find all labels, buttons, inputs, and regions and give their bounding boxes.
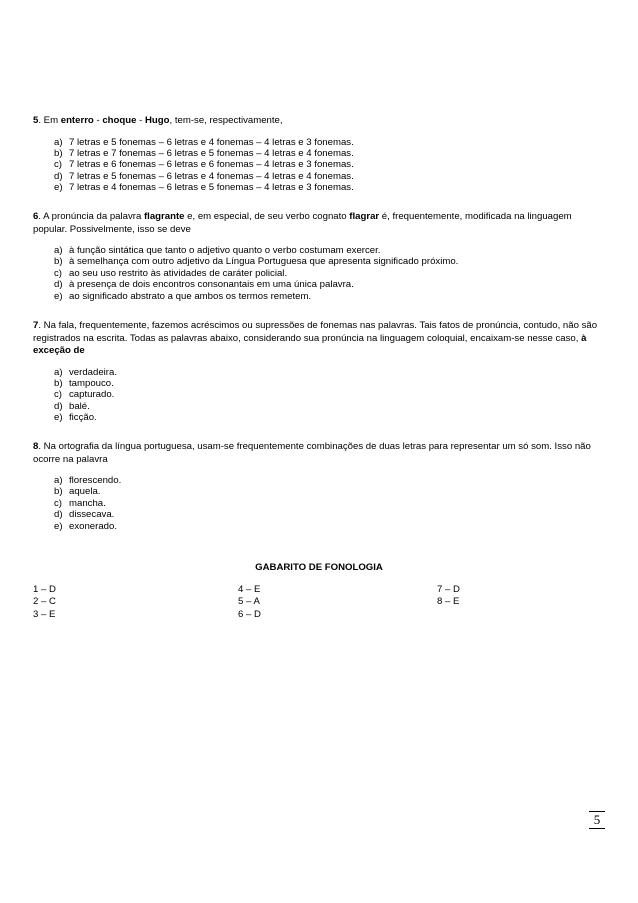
option-e [33,291,608,302]
option-d [33,171,608,182]
stem-keyword: Hugo [144,115,170,126]
option-text: 7 letras e 5 fonemas – 6 letras e 4 fonemas – 4 letras e 3 fonemas. [69,136,354,148]
option-letter: b) [54,147,63,159]
option-text: 7 letras e 5 fonemas – 6 letras e 4 fonemas – 4 letras e 4 fonemas. [69,170,354,182]
option-letter: c) [54,497,62,509]
question-number: 6 [33,211,39,222]
option-text: ao seu uso restrito às atividades de caráter policial. [69,267,288,279]
option-a [33,367,608,378]
option-letter: d) [54,509,63,521]
answer-key-entry: 5 – A [238,596,260,608]
stem-text: , tem-se, respectivamente, [169,115,283,126]
option-letter: e) [54,182,63,194]
option-text: exonerado. [69,520,118,532]
stem-text: - [136,115,145,126]
stem-keyword: choque [102,115,137,126]
option-c [33,159,608,170]
option-text: mancha. [69,497,106,509]
option-letter: e) [54,412,63,424]
option-c [33,498,608,509]
option-letter: a) [54,475,63,486]
option-text: à função sintática que tanto o adjetivo quanto o verbo costumam exercer. [69,245,381,256]
question-number: 8 [33,441,39,452]
question-5 [33,115,608,194]
option-text: aquela. [69,486,101,498]
option-a [33,475,608,486]
stem-keyword: flagrar [349,211,380,222]
question-6 [33,211,608,302]
question-7 [33,320,608,424]
option-d [33,401,608,412]
option-letter: b) [54,486,63,498]
question-8-stem [33,441,608,466]
option-d [33,509,608,520]
option-letter: d) [54,279,63,291]
options-list [33,475,608,532]
option-e [33,412,608,423]
stem-keyword: à exceção de [33,332,587,356]
option-e [33,182,608,193]
answer-key-title: GABARITO DE FONOLOGIA [255,562,383,573]
option-text: tampouco. [69,377,114,389]
answer-key-entry: 3 – E [33,608,56,620]
option-b [33,378,608,389]
answer-key-column-3 [437,584,460,609]
stem-text: e, em especial, de seu verbo cognato [184,211,350,222]
question-6-stem [33,211,608,236]
option-letter: a) [54,366,63,378]
option-letter: c) [54,159,62,171]
stem-text: - [93,115,103,126]
stem-text: é, frequentemente, modificada na linguagem popular. Possivelmente, isso se deve [33,211,572,235]
option-letter: c) [54,267,62,279]
option-text: capturado. [69,389,115,401]
option-a [33,137,608,148]
stem-keyword: enterro [60,115,94,126]
question-number: 5 [33,115,39,126]
option-b [33,256,608,267]
question-7-stem [33,320,608,358]
option-letter: a) [54,136,63,148]
option-letter: b) [54,377,63,389]
answer-key-column-2 [238,584,261,621]
option-letter: d) [54,400,63,412]
options-list [33,137,608,194]
option-text: 7 letras e 4 fonemas – 6 letras e 5 fonemas – 4 letras e 3 fonemas. [69,182,354,194]
answer-key-entry: 4 – E [238,584,261,595]
option-text: ficção. [69,412,97,424]
stem-text: . Em [38,115,61,126]
option-text: verdadeira. [69,366,117,378]
question-8 [33,441,608,532]
stem-keyword: flagrante [143,211,185,222]
answer-key-column-1 [33,584,56,621]
options-list [33,367,608,424]
stem-text: . Na fala, frequentemente, fazemos acréscimos ou supressões de fonemas nas palavras. Tais fatos de pronúncia, contudo, não são registrados na escrita. Todas as palavras abaixo, considerando sua pronúncia na linguagem coloquial, encaixam-se nesse caso, [33,320,598,344]
option-text: balé. [69,400,90,412]
option-e [33,521,608,532]
option-letter: c) [54,389,62,401]
option-letter: b) [54,256,63,268]
option-text: ao significado abstrato a que ambos os termos remetem. [69,290,312,302]
question-5-stem [33,115,608,128]
answer-key-entry: 6 – D [238,608,261,620]
answer-key-entry: 2 – C [33,596,56,608]
page-number: 5 [589,811,605,829]
answer-key-entry: 7 – D [437,584,460,595]
option-c [33,268,608,279]
option-text: florescendo. [69,475,122,486]
option-letter: e) [54,290,63,302]
option-text: dissecava. [69,509,115,521]
option-b [33,486,608,497]
option-text: 7 letras e 7 fonemas – 6 letras e 5 fonemas – 4 letras e 4 fonemas. [69,147,354,159]
option-letter: a) [54,245,63,256]
answer-key-entry: 1 – D [33,584,56,595]
option-text: 7 letras e 6 fonemas – 6 letras e 6 fonemas – 4 letras e 3 fonemas. [69,159,354,171]
option-d [33,279,608,290]
stem-text: . Na ortografia da língua portuguesa, usam-se frequentemente combinações de duas letras para representar um só som. Isso não ocorre na palavra [33,441,591,465]
options-list [33,245,608,302]
question-number: 7 [33,320,39,331]
option-a [33,245,608,256]
option-text: à presença de dois encontros consonantais em uma única palavra. [69,279,354,291]
option-c [33,389,608,400]
option-letter: d) [54,170,63,182]
option-b [33,148,608,159]
option-letter: e) [54,520,63,532]
option-text: à semelhança com outro adjetivo da Língua Portuguesa que apresenta significado próximo. [69,256,459,268]
stem-text: . A pronúncia da palavra [38,211,144,222]
answer-key-entry: 8 – E [437,596,460,608]
